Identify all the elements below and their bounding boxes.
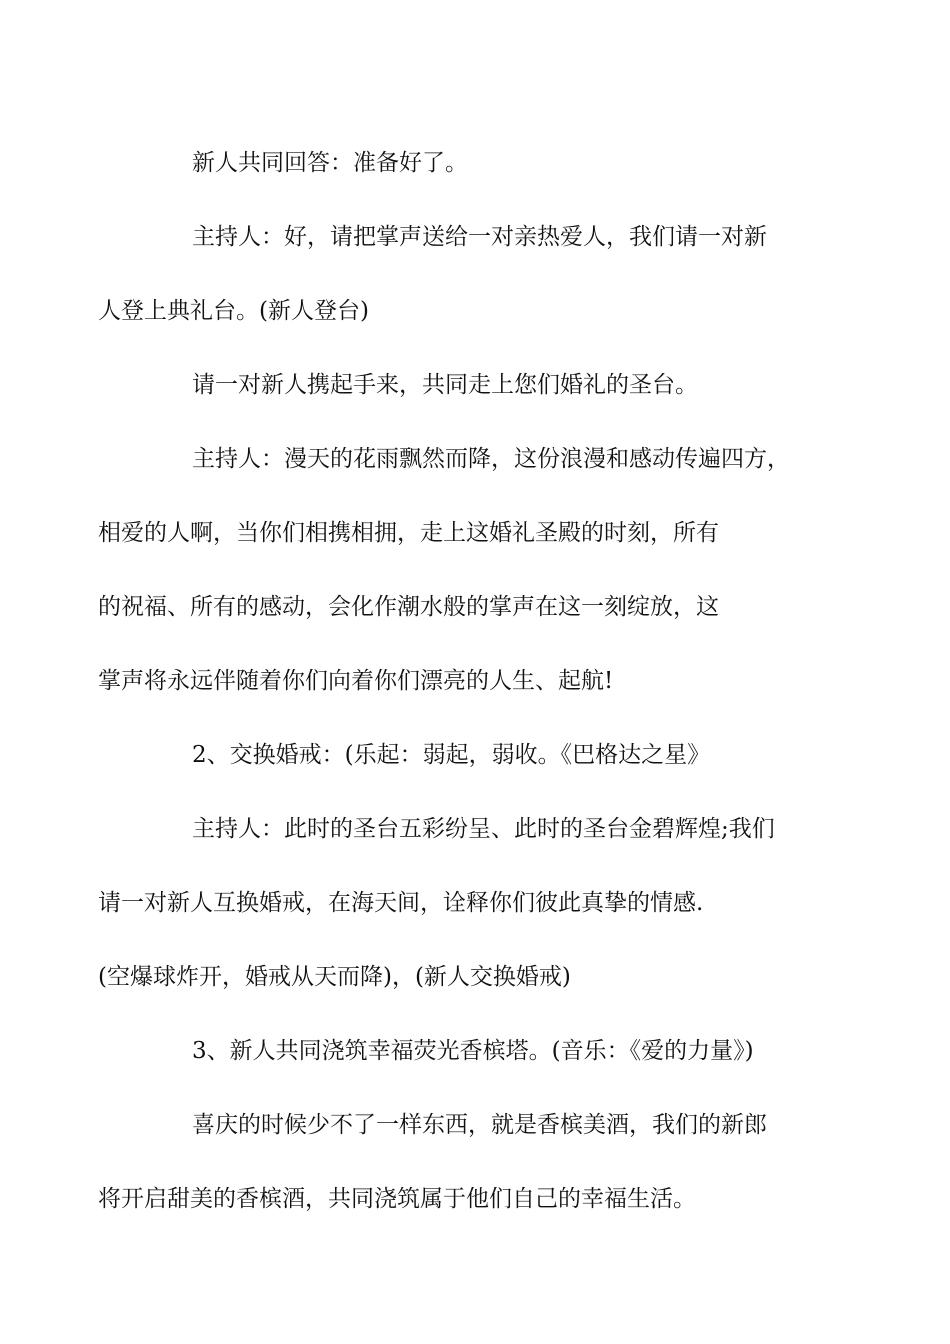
paragraph-champagne-heading <box>145 1014 825 1088</box>
text-line: 2、交换婚戒：(乐起：弱起，弱收。《巴格达之星》 <box>192 742 711 768</box>
text-line: 掌声将永远伴随着你们向着你们漂亮的人生、起航! <box>98 668 614 694</box>
text-line: 3、新人共同浇筑幸福荧光香槟塔。(音乐：《爱的力量》) <box>192 1038 754 1064</box>
text-line: (空爆球炸开，婚戒从天而降)，(新人交换婚戒) <box>98 964 571 990</box>
paragraph-ring-exchange-heading <box>145 718 825 792</box>
text-line: 喜庆的时候少不了一样东西，就是香槟美酒，我们的新郎 <box>192 1112 767 1138</box>
paragraph-couple-answer <box>145 126 825 200</box>
text-line: 请一对新人互换婚戒，在海天间，诠释你们彼此真挚的情感. <box>98 890 704 916</box>
text-line: 相爱的人啊，当你们相携相拥，走上这婚礼圣殿的时刻，所有 <box>98 520 719 546</box>
paragraph-host-invite <box>98 200 825 348</box>
paragraph-host-rings <box>98 792 825 1014</box>
text-line: 主持人：漫天的花雨飘然而降，这份浪漫和感动传遍四方， <box>192 446 790 472</box>
paragraph-champagne <box>98 1088 825 1236</box>
paragraph-hand-in-hand <box>145 348 825 422</box>
text-line: 主持人：好，请把掌声送给一对亲热爱人，我们请一对新 <box>192 224 767 250</box>
text-line: 人登上典礼台。(新人登台) <box>98 298 369 324</box>
text-line: 新人共同回答：准备好了。 <box>192 150 468 176</box>
text-line: 的祝福、所有的感动，会化作潮水般的掌声在这一刻绽放，这 <box>98 594 719 620</box>
text-line: 请一对新人携起手来，共同走上您们婚礼的圣台。 <box>192 372 698 398</box>
text-line: 将开启甜美的香槟酒，共同浇筑属于他们自己的幸福生活。 <box>98 1186 696 1212</box>
paragraph-flower-rain <box>98 422 825 718</box>
text-line: 主持人：此时的圣台五彩纷呈、此时的圣台金碧辉煌;我们 <box>192 816 775 842</box>
document-body <box>98 126 825 1236</box>
